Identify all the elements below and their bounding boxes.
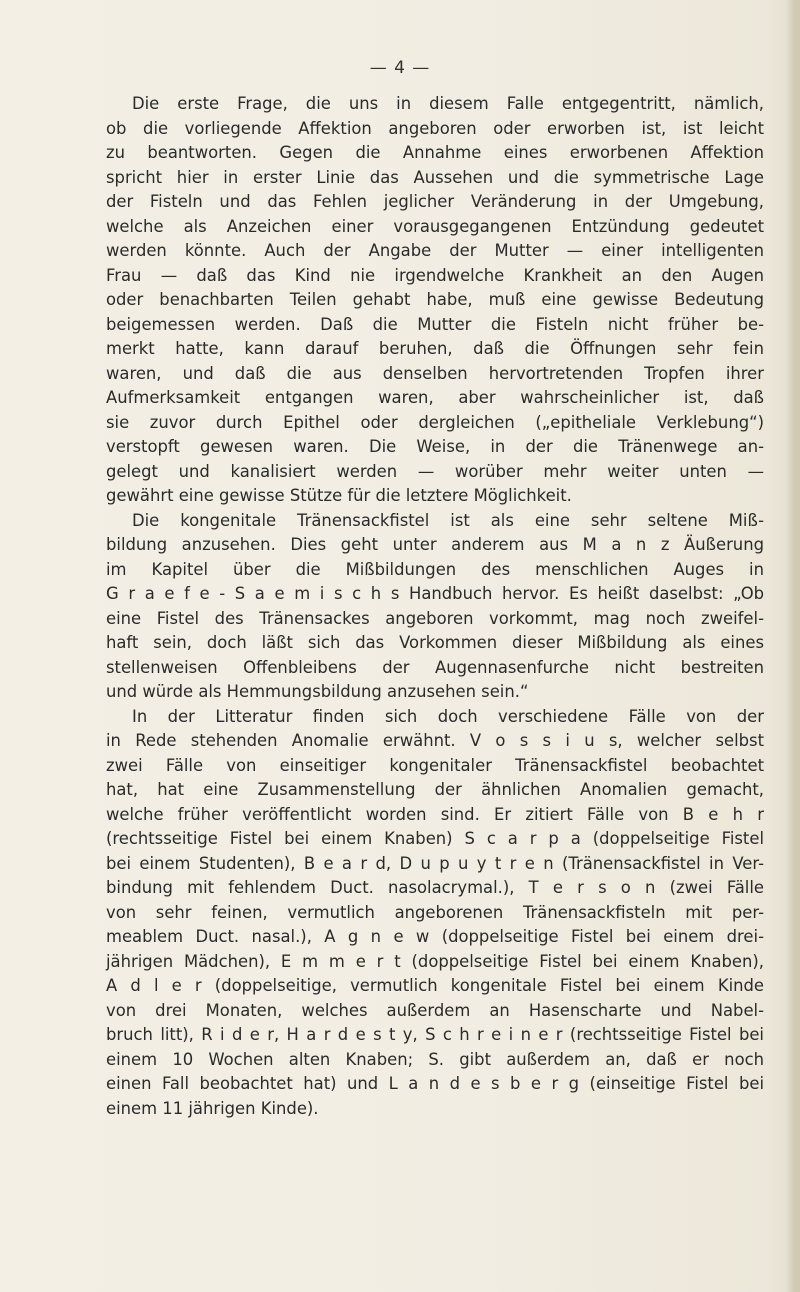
body-text [106,92,764,1121]
text-line: von drei Monaten, welches außerdem an Hasenscharte und Nabel- [106,1000,764,1020]
text-line: bindung mit fehlendem Duct. nasolacrymal.), T e r s o n (zwei Fälle [106,878,764,897]
text-line: der Fisteln und das Fehlen jeglicher Veränderung in der Umgebung, [106,192,764,211]
text-line: meablem Duct. nasal.), A g n e w (doppelseitige Fistel bei einem drei- [106,927,764,946]
text-line: welche früher veröffentlicht worden sind. Er zitiert Fälle von B e h r [106,804,764,824]
text-line: werden könnte. Auch der Angabe der Mutter — einer intelligenten [106,241,764,260]
text-line: (rechtsseitige Fistel bei einem Knaben) S c a r p a (doppelseitige Fistel [106,829,764,848]
text-line: einem 11 jährigen Kinde). [106,1098,319,1118]
text-line: von sehr feinen, vermutlich angeborenen Tränensackfisteln mit per- [106,902,764,922]
text-line: im Kapitel über die Mißbildungen des menschlichen Auges in [106,559,764,579]
text-line: spricht hier in erster Linie das Aussehen und die symmetrische Lage [106,167,764,187]
text-line: G r a e f e - S a e m i s c h s Handbuch hervor. Es heißt daselbst: „Ob [106,584,764,603]
text-line: merkt hatte, kann darauf beruhen, daß die Öffnungen sehr fein [106,339,764,358]
text-line: einem 10 Wochen alten Knaben; S. gibt außerdem an, daß er noch [106,1049,764,1069]
text-line: in Rede stehenden Anomalie erwähnt. V o s s i u s, welcher selbst [106,731,764,750]
text-line: Frau — daß das Kind nie irgendwelche Krankheit an den Augen [106,265,764,285]
text-line: waren, und daß die aus denselben hervortretenden Tropfen ihrer [106,363,764,383]
text-line: bei einem Studenten), B e a r d, D u p u y t r e n (Tränensackfistel in Ver- [106,853,764,873]
text-line: zwei Fälle von einseitiger kongenitaler Tränensackfistel beobachtet [106,755,764,775]
page-number: — 4 — [369,58,431,78]
text-line: jährigen Mädchen), E m m e r t (doppelseitige Fistel bei einem Knaben), [106,951,764,971]
text-line: hat, hat eine Zusammenstellung der ähnlichen Anomalien gemacht, [106,780,764,799]
text-line: sie zuvor durch Epithel oder dergleichen („epitheliale Verklebung“) [106,412,764,432]
text-line: zu beantworten. Gegen die Annahme eines erworbenen Affektion [106,143,764,162]
text-line: oder benachbarten Teilen gehabt habe, muß eine gewisse Bedeutung [106,290,764,309]
text-line: gewährt eine gewisse Stütze für die letztere Möglichkeit. [106,486,572,505]
text-line: und würde als Hemmungsbildung anzusehen sein.“ [106,682,529,701]
text-line: beigemessen werden. Daß die Mutter die Fisteln nicht früher be- [106,314,764,334]
text-line: verstopft gewesen waren. Die Weise, in der die Tränenwege an- [106,437,764,456]
text-line: einen Fall beobachtet hat) und L a n d e s b e r g (einseitige Fistel bei [106,1074,764,1093]
text-line: welche als Anzeichen einer vorausgegangenen Entzündung gedeutet [106,216,764,236]
text-line: haft sein, doch läßt sich das Vorkommen dieser Mißbildung als eines [106,633,764,652]
text-line: Die kongenitale Tränensackfistel ist als eine sehr seltene Miß- [132,510,764,530]
text-line: ob die vorliegende Affektion angeboren oder erworben ist, ist leicht [106,118,764,138]
text-line: In der Litteratur finden sich doch verschiedene Fälle von der [132,706,764,726]
text-line: stellenweisen Offenbleibens der Augennasenfurche nicht bestreiten [106,657,764,677]
text-line: Aufmerksamkeit entgangen waren, aber wahrscheinlicher ist, daß [106,388,764,407]
text-line: bruch litt), R i d e r, H a r d e s t y, S c h r e i n e r (rechtsseitige Fistel bei [106,1025,764,1044]
text-line: bildung anzusehen. Dies geht unter anderem aus M a n z Äußerung [106,535,764,554]
text-line: A d l e r (doppelseitige, vermutlich kongenitale Fistel bei einem Kinde [106,976,764,995]
text-line: eine Fistel des Tränensackes angeboren vorkommt, mag noch zweifel- [106,608,764,628]
text-line: Die erste Frage, die uns in diesem Falle entgegentritt, nämlich, [132,94,764,113]
text-line: gelegt und kanalisiert werden — worüber mehr weiter unten — [106,461,764,481]
page-edge-shadow [786,0,800,1292]
